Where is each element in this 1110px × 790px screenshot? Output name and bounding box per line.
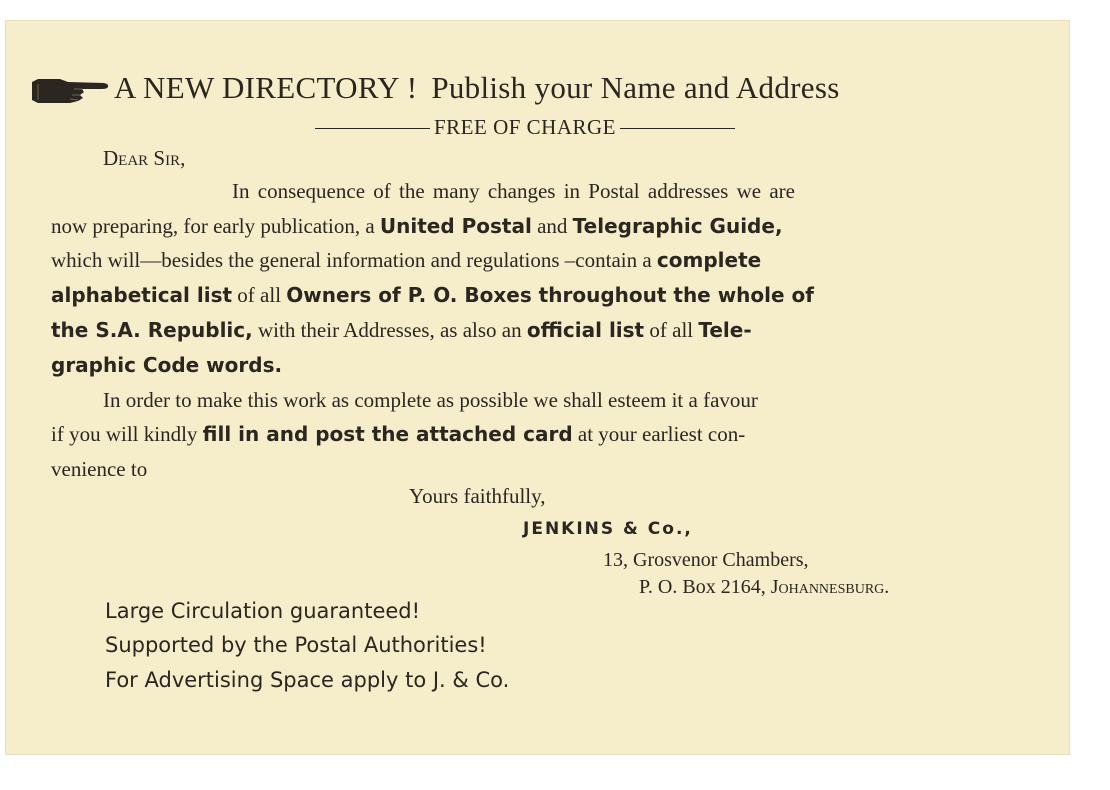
body-line-6: graphic Code words.	[51, 353, 283, 377]
body-line-2-a: now preparing, for early publication, a	[51, 214, 375, 238]
postcard	[5, 20, 1070, 755]
body-line-2	[51, 212, 783, 240]
address-box: P. O. Box 2164,	[639, 576, 766, 598]
closing-line-1: Large Circulation guaranteed!	[105, 599, 421, 623]
body-line-3-b: complete	[656, 248, 762, 272]
body-line-3-a: which will—besides the general information and regulations –contain a	[51, 248, 652, 272]
heading-text	[114, 68, 840, 108]
closing-line-2: Supported by the Postal Authorities!	[105, 633, 487, 657]
rule-left	[315, 128, 430, 129]
rule-right	[620, 128, 735, 129]
heading	[30, 68, 1030, 108]
body-line-9: venience to	[51, 457, 148, 481]
body-line-5-e: Tele-	[698, 318, 752, 342]
body-line-8	[51, 420, 745, 448]
body-line-4-c: Owners of P. O. Boxes throughout the whole of	[286, 283, 814, 307]
body-line-2-c: and	[537, 214, 568, 238]
address-line-1: 13, Grosvenor Chambers,	[603, 549, 809, 571]
address-line-2	[639, 573, 889, 601]
heading-part2: Publish your Name and Address	[431, 70, 840, 105]
body-line-5-c: official list	[526, 318, 645, 342]
pointing-hand-icon	[30, 74, 110, 104]
body-line-7: In order to make this work as complete as possible we shall esteem it a favour	[103, 388, 758, 412]
body-line-4	[51, 281, 814, 309]
body-line-8-c: at your earliest con-	[577, 422, 746, 446]
firm-name: JENKINS & Co.,	[523, 519, 693, 539]
body-line-5-b: with their Addresses, as also an	[258, 318, 522, 342]
body-line-4-b: of all	[237, 283, 282, 307]
subheading-text: FREE OF CHARGE	[433, 114, 617, 139]
heading-part1: A NEW DIRECTORY !	[114, 70, 418, 105]
body-line-2-b: United Postal	[379, 214, 532, 238]
body-line-1: In consequence of the many changes in Postal addresses we are	[232, 179, 795, 203]
closing-line-3: For Advertising Space apply to J. & Co.	[105, 668, 510, 692]
valediction: Yours faithfully,	[409, 484, 546, 508]
body-line-4-a: alphabetical list	[51, 283, 233, 307]
body-line-2-d: Telegraphic Guide,	[572, 214, 783, 238]
body-line-8-a: if you will kindly	[51, 422, 198, 446]
address-city: Johannesburg.	[770, 576, 890, 598]
subheading	[315, 113, 735, 141]
body-line-3	[51, 246, 761, 274]
body-line-5-a: the S.A. Republic,	[51, 318, 253, 342]
salutation: Dear Sir,	[103, 146, 186, 170]
body-line-8-b: fill in and post the attached card	[202, 422, 573, 446]
body-line-5-d: of all	[649, 318, 694, 342]
body-line-5	[51, 316, 752, 344]
